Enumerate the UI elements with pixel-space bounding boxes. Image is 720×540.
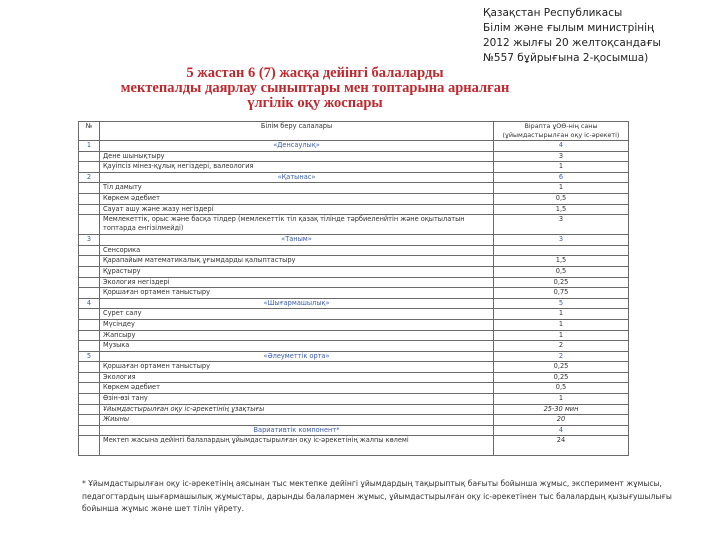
row-area-name: Вариативтік компонент* xyxy=(100,425,494,436)
row-area-name: Қоршаған ортамен таныстыру xyxy=(100,288,494,299)
row-area-name: Сауат ашу және жазу негіздері xyxy=(100,204,494,215)
title-line: үлгілік оқу жоспары xyxy=(247,95,383,111)
table-header-row xyxy=(79,122,629,141)
table-row xyxy=(79,183,629,194)
table-row xyxy=(79,162,629,173)
row-hours: 1 xyxy=(494,319,629,330)
row-hours: 1,5 xyxy=(494,256,629,267)
header-education-area: Білім беру салалары xyxy=(100,122,494,141)
curriculum-table xyxy=(78,121,629,456)
row-area-name: Көркем әдебиет xyxy=(100,193,494,204)
table-row xyxy=(79,372,629,383)
row-area-name: Экология xyxy=(100,372,494,383)
row-number xyxy=(79,319,100,330)
row-area-name: Дене шынықтыру xyxy=(100,151,494,162)
header-hours-line: (ұйымдастырылған оқу іс-әрекеті) xyxy=(502,131,620,139)
row-area-name: Мемлекеттік, орыс және басқа тілдер (мемлекеттік тіл қазақ тілінде тәрбиеленйтін және оқытылатын топтарда енгізілмейді) xyxy=(100,215,494,235)
row-hours: 1 xyxy=(494,162,629,173)
row-area-name: Жиыны xyxy=(100,415,494,426)
table-row xyxy=(79,266,629,277)
row-area-name: Құрастыру xyxy=(100,266,494,277)
row-hours: 6 xyxy=(494,172,629,183)
row-hours: 1,5 xyxy=(494,204,629,215)
row-area-name: Қауіпсіз мінез-құлық негіздері, валеология xyxy=(100,162,494,173)
row-hours: 0,25 xyxy=(494,362,629,373)
table-row xyxy=(79,288,629,299)
row-area-name: Тіл дамыту xyxy=(100,183,494,194)
table-section-row xyxy=(79,172,629,183)
table-section-row xyxy=(79,298,629,309)
table-row xyxy=(79,193,629,204)
row-number xyxy=(79,309,100,320)
row-hours xyxy=(494,245,629,256)
row-number: 3 xyxy=(79,235,100,246)
row-area-name: «Қатынас» xyxy=(100,172,494,183)
row-number xyxy=(79,436,100,456)
table-row xyxy=(79,256,629,267)
row-area-name: Сурет салу xyxy=(100,309,494,320)
row-number xyxy=(79,394,100,405)
row-area-name: Қоршаған ортамен таныстыру xyxy=(100,362,494,373)
row-number xyxy=(79,266,100,277)
table-row xyxy=(79,277,629,288)
row-number xyxy=(79,425,100,436)
row-area-name: «Шығармашылық» xyxy=(100,298,494,309)
row-hours: 0,25 xyxy=(494,372,629,383)
row-number xyxy=(79,277,100,288)
page-title xyxy=(80,66,550,111)
row-area-name: Жапсыру xyxy=(100,330,494,341)
row-hours: 0,5 xyxy=(494,266,629,277)
row-area-name: «Денсаулық» xyxy=(100,141,494,152)
table-row xyxy=(79,436,629,456)
row-area-name: «Әлеуметтік орта» xyxy=(100,351,494,362)
table-row xyxy=(79,319,629,330)
table-row xyxy=(79,245,629,256)
row-hours: 5 xyxy=(494,298,629,309)
row-area-name: Мектеп жасына дейінгі балалардың ұйымдастырылған оқу іс-әрекетінің жалпы көлемі xyxy=(100,436,494,456)
row-number: 5 xyxy=(79,351,100,362)
table-row xyxy=(79,330,629,341)
row-hours: 20 xyxy=(494,415,629,426)
row-number xyxy=(79,383,100,394)
title-line: мектепалды даярлау сыныптары мен топтарына арналған xyxy=(120,80,510,96)
table-row xyxy=(79,425,629,436)
row-number xyxy=(79,372,100,383)
row-number xyxy=(79,162,100,173)
table-row xyxy=(79,415,629,426)
table-section-row xyxy=(79,351,629,362)
header-number: № xyxy=(79,122,100,141)
row-number xyxy=(79,151,100,162)
row-hours: 24 xyxy=(494,436,629,456)
table-row xyxy=(79,362,629,373)
table-row xyxy=(79,309,629,320)
row-number xyxy=(79,404,100,415)
row-number: 2 xyxy=(79,172,100,183)
row-hours: 4 xyxy=(494,425,629,436)
row-hours: 3 xyxy=(494,215,629,235)
header-weekly-hours xyxy=(494,122,629,141)
table-row xyxy=(79,383,629,394)
row-number: 4 xyxy=(79,298,100,309)
row-area-name: Экология негіздері xyxy=(100,277,494,288)
order-note-line: Білім және ғылым министрінің xyxy=(483,22,654,34)
order-note-line: №557 бұйрығына 2-қосымша) xyxy=(483,52,649,64)
row-number xyxy=(79,415,100,426)
order-reference-note xyxy=(483,6,713,66)
row-number xyxy=(79,193,100,204)
row-hours: 0,25 xyxy=(494,277,629,288)
row-area-name: Ұйымдастырылған оқу іс-әрекетінің ұзақтығы xyxy=(100,404,494,415)
row-hours: 25-30 мин xyxy=(494,404,629,415)
footnote: * Ұйымдастырылған оқу іс-әрекетінің аясынан тыс мектепке дейінгі ұйымдардың тақырыптық бағыты бойынша жұмыс, эксперимент жұмысы, педагогтардың шығармашылық жұмыстары, дарынды балалармен жұмыс, ұйымдастырылған оқу іс-әрекетінен тыс балалардың қызығушылығы бойынша жұмыс және шет тілін үйрету. xyxy=(82,479,672,513)
row-number xyxy=(79,204,100,215)
order-note-line: Қазақстан Республикасы xyxy=(483,7,623,19)
row-hours: 2 xyxy=(494,351,629,362)
row-hours: 0,5 xyxy=(494,193,629,204)
table-section-row xyxy=(79,141,629,152)
row-area-name: Сенсорика xyxy=(100,245,494,256)
row-area-name: Мүсіндеу xyxy=(100,319,494,330)
row-number xyxy=(79,215,100,235)
table-row xyxy=(79,394,629,405)
row-area-name: Өзін-өзі тану xyxy=(100,394,494,405)
table-row xyxy=(79,151,629,162)
title-line: 5 жастан 6 (7) жасқа дейінгі балаларды xyxy=(186,65,444,81)
row-hours: 1 xyxy=(494,330,629,341)
table-section-row xyxy=(79,235,629,246)
table-row xyxy=(79,404,629,415)
row-number xyxy=(79,362,100,373)
row-number xyxy=(79,288,100,299)
table-row xyxy=(79,215,629,235)
table-row xyxy=(79,341,629,352)
row-number xyxy=(79,245,100,256)
header-hours-line: Вірапта ұОӨ-нің саны xyxy=(524,122,598,130)
row-area-name: Музыка xyxy=(100,341,494,352)
row-hours: 3 xyxy=(494,235,629,246)
row-hours: 2 xyxy=(494,341,629,352)
row-hours: 1 xyxy=(494,183,629,194)
row-number xyxy=(79,341,100,352)
row-area-name: «Таным» xyxy=(100,235,494,246)
row-area-name: Көркем әдебиет xyxy=(100,383,494,394)
row-hours: 0,5 xyxy=(494,383,629,394)
row-hours: 1 xyxy=(494,394,629,405)
row-number xyxy=(79,183,100,194)
order-note-line: 2012 жылғы 20 желтоқсандағы xyxy=(483,37,661,49)
table-row xyxy=(79,204,629,215)
row-area-name: Қарапайым математикалық ұғымдарды қалыптастыру xyxy=(100,256,494,267)
row-hours: 3 xyxy=(494,151,629,162)
row-number xyxy=(79,256,100,267)
row-hours: 1 xyxy=(494,309,629,320)
row-number: 1 xyxy=(79,141,100,152)
row-hours: 4 xyxy=(494,141,629,152)
row-hours: 0,75 xyxy=(494,288,629,299)
row-number xyxy=(79,330,100,341)
